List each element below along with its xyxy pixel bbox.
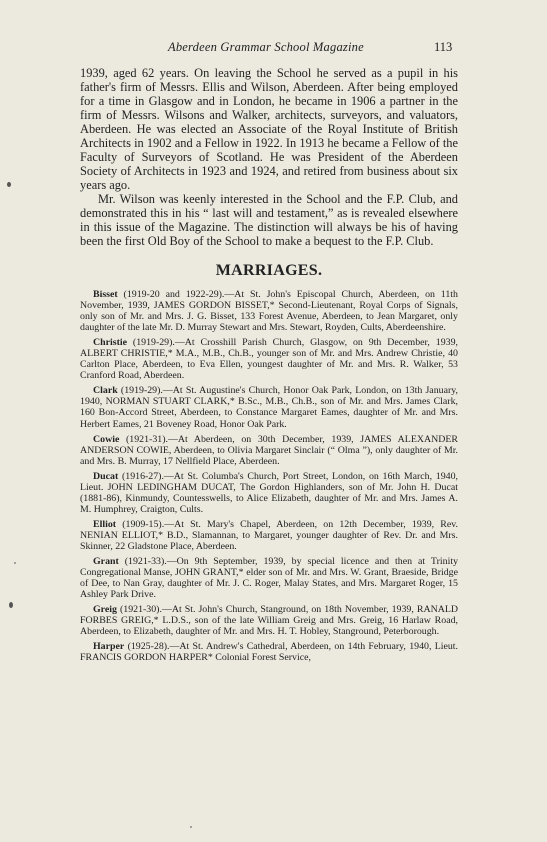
marriage-entry [80,289,458,333]
entry-name: Grant [93,556,119,568]
marriages-list [80,289,458,663]
entry-text: (1909-15).—At St. Mary's Chapel, Aberdeen, on 12th December, 1939, Rev. NENIAN ELLIOT,* B.D., Slamannan, to Margaret, younger daughter of Rev. Dr. and Mrs. Skinner, 22 Gladstone Place, Aberdeen. [80,518,459,552]
entry-text: (1919-29).—At St. Augustine's Church, Honor Oak Park, London, on 13th January, 1940, NORMAN STUART CLARK,* B.Sc., M.B., Ch.B., son of Mr. and Mrs. James Clark, 160 Bon-Accord Street, Aberdeen, to Constance Margaret Eames, daughter of Mr. and Mrs. Herbert Eames, 21 Boveney Road, Honor Oak Park. [80,385,458,430]
marriage-entry [80,519,458,552]
marriage-entry [80,641,458,663]
entry-text: (1916-27).—At St. Columba's Church, Port Street, London, on 16th March, 1940, Lieut. JOHN LEDINGHAM DUCAT, The Gordon Highlanders, son of Mr. John H. Ducat (1881-86), Kinmundy, Countesswells, to Alice Elizabeth, daughter of Mr. and Mrs. James A. M. Humphrey, Craigton, Cults. [80,470,459,515]
entry-name: Ducat [93,470,119,482]
obituary-paragraph: Mr. Wilson was keenly interested in the School and the F.P. Club, and demonstrated this in his “ last will and testament,” as is revealed elsewhere in this issue of the Magazine. The distinction will always be his of having been the first Old Boy of the School to make a bequest to the F.P. Club. [80,192,458,248]
binding-hole-mark [9,602,13,608]
entry-name: Bisset [93,289,118,300]
section-title: MARRIAGES. [215,262,323,279]
marriage-entry [80,471,458,515]
marriage-entry [80,434,458,467]
entry-text: (1925-28).—At St. Andrew's Cathedral, Aberdeen, on 14th February, 1940, Lieut. FRANCIS GORDON HARPER* Colonial Forest Service, [80,641,458,664]
entry-name: Christie [93,337,128,349]
entry-name: Elliot [93,518,117,530]
entry-name: Clark [93,385,118,397]
page-body [80,66,458,667]
obituary-paragraph: 1939, aged 62 years. On leaving the School he served as a pupil in his father's firm of Messrs. Ellis and Wilson, Aberdeen. After being employed for a time in Glasgow and in London, he became in 1906 a partner in the firm of Messrs. Wilsons and Walker, architects, surveyors, and valuators, Aberdeen. He was elected an Associate of the Royal Institute of British Architects in 1902 and a Fellow in 1922. In 1913 he became a Fellow of the Faculty of Surveyors of Scotland. He was President of the Aberdeen Society of Architects in 1923 and 1924, and retired from business about six years ago. [80,66,458,192]
page-number: 113 [434,40,453,54]
marriage-entry [80,604,458,637]
paper-speck [14,562,16,564]
running-head [0,40,547,56]
entry-text: (1921-33).—On 9th September, 1939, by special licence and then at Trinity Congregational Manse, JOHN GRANT,* elder son of Mr. and Mrs. W. Grant, Braeside, Bridge of Dee, to Nan Gray, daughter of Mr. J. C. Roger, Malay States, and Mrs. Margaret Roger, 15 Ashley Park Drive. [80,556,459,601]
running-title: Aberdeen Grammar School Magazine [168,40,364,54]
entry-name: Greig [93,604,117,616]
marriage-entry [80,337,458,381]
binding-hole-mark [7,182,11,187]
entry-text: (1921-31).—At Aberdeen, on 30th December, 1939, JAMES ALEXANDER ANDERSON COWIE, Aberdeen, to Olivia Margaret Sinclair (“ Olma ”), only daughter of Mr. and Mrs. B. Murray, 17 Nellfield Place, Aberdeen. [80,433,459,467]
entry-name: Harper [93,641,125,653]
entry-text: (1919-20 and 1922-29).—At St. John's Episcopal Church, Aberdeen, on 11th November, 1939, JAMES GORDON BISSET,* Second-Lieutenant, Royal Corps of Signals, only son of Mr. and Mrs. J. G. Bisset, 133 Forest Avenue, Aberdeen, to Jean Margaret, only daughter of the late Mr. D. Murray Stewart and Mrs. Stewart, Royden, Cults, Aberdeenshire. [80,289,458,334]
entry-name: Cowie [93,433,120,445]
entry-text: (1921-30).—At St. John's Church, Stanground, on 18th November, 1939, RANALD FORBES GREIG,* L.D.S., son of the late William Greig and Mrs. Greig, 16 Harlaw Road, Aberdeen, to Elizabeth, daughter of Mr. and Mrs. H. T. Hobley, Stanground, Peterborough. [80,604,459,638]
entry-text: (1919-29).—At Crosshill Parish Church, Glasgow, on 9th December, 1939, ALBERT CHRISTIE,* M.A., M.B., Ch.B., younger son of Mr. and Mrs. Andrew Christie, 40 Carlton Place, Aberdeen, to Eva Ellen, youngest daughter of Mr. and Mrs. R. Walker, 53 Cranford Road, Aberdeen. [80,337,458,382]
marriage-entry [80,556,458,600]
paper-speck [190,826,192,828]
marriage-entry [80,385,458,429]
